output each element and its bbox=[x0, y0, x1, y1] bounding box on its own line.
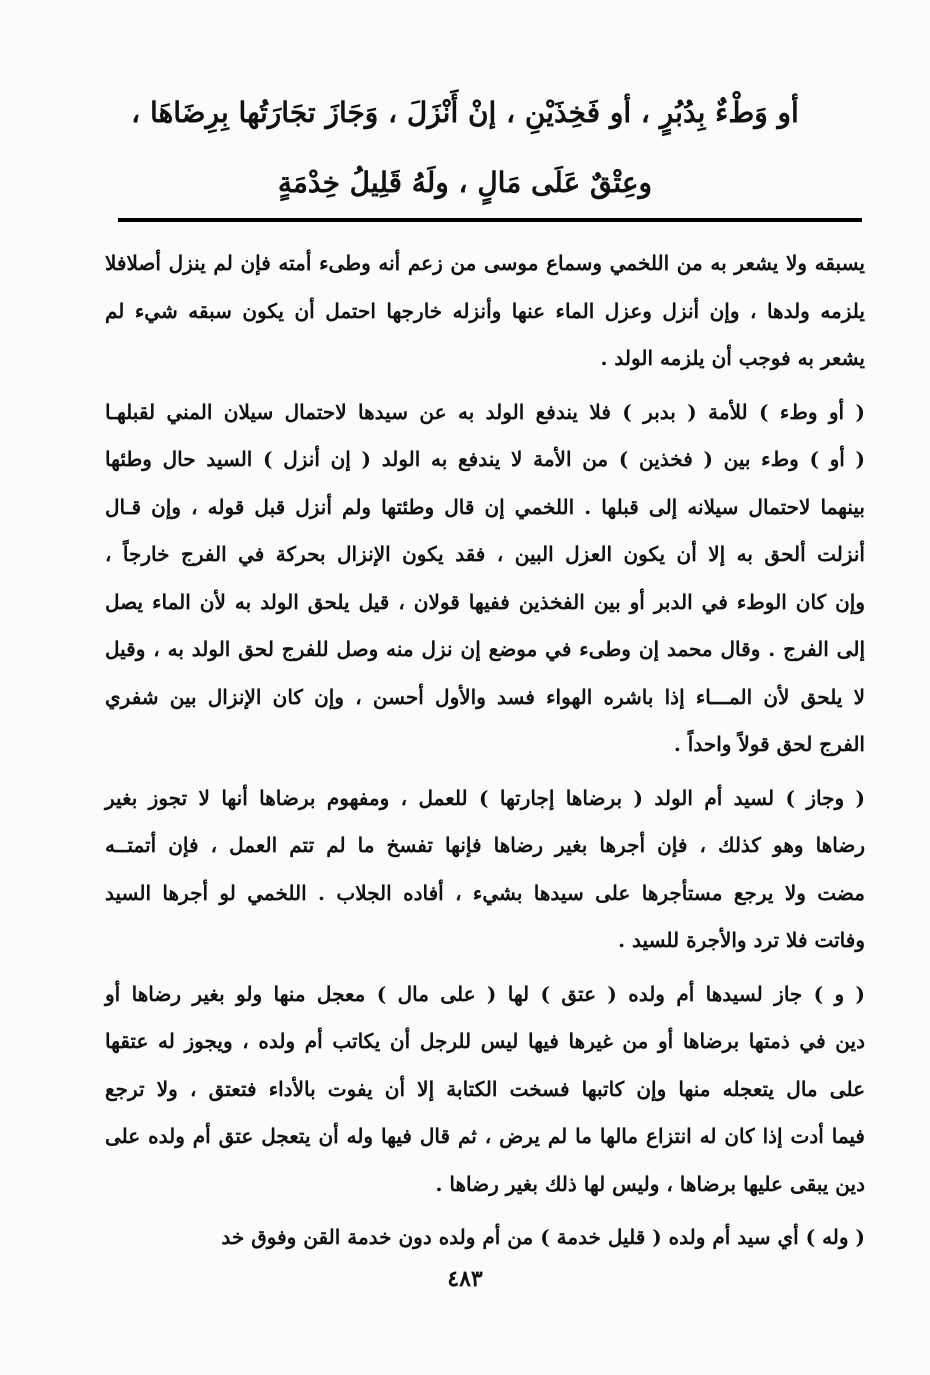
verse-line-2: وعِتْقٌ عَلَى مَالٍ ، ولَهُ قَلِيلُ خِدْمَةٍ bbox=[277, 166, 653, 199]
text-line: دين يبقى عليها برضاها ، وليس لها ذلك بغير رضاها . bbox=[435, 1171, 865, 1196]
text-line: فيما أدت إذا كان له انتزاع مالها ما لم يرض ، ثم قال فيها وله أن يتعجل عتق أم ولده على bbox=[105, 1124, 865, 1148]
text-line: ( وجاز ) لسيد أم الولد ( برضاها إجارتها ) للعمل ، ومفهوم برضاها أنها لا تجوز بغير bbox=[105, 785, 865, 810]
verse-line-1: أو وَطْءٌ بِدُبُرٍ ، أو فَخِذَيْنِ ، إنْ أَنْزَلَ ، وَجَازَ تجَارَتُها بِرِضَاهَا ، bbox=[131, 96, 799, 129]
text-line: مضت ولا يرجع مستأجرها على سيدها بشيء ، أفاده الجلاب . اللخمي لو أجرها السيد bbox=[105, 880, 865, 905]
text-line: أنزلت ألحق به إلا أن يكون العزل البين ، فقد يكون الإنزال بحركة في الفرج خارجاً ، bbox=[105, 542, 865, 566]
text-line: الفرج لحق قولاً واحداً . bbox=[673, 732, 865, 756]
text-line: وفاتت فلا ترد والأجرة للسيد . bbox=[618, 928, 865, 952]
text-line: وإن كان الوطء في الدبر أو بين الفخذين ففيها قولان ، قيل يلحق الولد به لأن الماء يصل bbox=[105, 589, 865, 614]
paragraph bbox=[105, 240, 865, 383]
text-line: ( وله ) أي سيد أم ولده ( قليل خدمة ) من أم ولده دون خدمة القن وفوق خد bbox=[221, 1225, 865, 1249]
verse-header bbox=[100, 78, 830, 218]
page-number: ٤٨٣ bbox=[447, 1266, 483, 1292]
paragraph bbox=[105, 971, 865, 1209]
text-line: يشعر به فوجب أن يلزمه الولد . bbox=[600, 346, 865, 370]
text-line: بينهما لاحتمال سيلانه إلى قبلها . اللخمي إن قال وطئتها ولم أنزل قبل قوله ، وإن قـال bbox=[105, 494, 865, 519]
header-divider bbox=[118, 218, 862, 222]
text-line: ( أو ) وطء بين ( فخذين ) من الأمة لا يندفع به الولد ( إن أنزل ) السيد حال وطئها bbox=[105, 447, 865, 471]
paragraph bbox=[105, 1214, 865, 1262]
text-line: على مال يتعجله منها وإن كاتبها فسخت الكتابة إلا أن يفوت بالأداء فتعتق ، ولا ترجع bbox=[105, 1076, 865, 1101]
text-line: يسبقه ولا يشعر به من اللخمي وسماع موسى من زعم أنه وطىء أمته فإن لم ينزل أصلافلا bbox=[105, 251, 865, 275]
text-line: يلزمه ولدها ، وإن أنزل وعزل الماء عنها وأنزله خارجها احتمل أن يكون سبقه شيء لم bbox=[105, 298, 865, 323]
text-line: إلى الفرج . وقال محمد إن وطىء في موضع إن نزل منه وصل للفرج لحق الولد به ، وقيل bbox=[105, 637, 865, 661]
text-line: دين في ذمتها برضاها أو من غيرها فيها ليس للرجل أن يكاتب أم ولده ، ويجوز له عتقها bbox=[105, 1029, 865, 1053]
text-line: لا يلحق لأن المـــاء إذا باشره الهواء فسد والأول أحسن ، وإن كان الإنزال بين شفري bbox=[105, 684, 865, 709]
commentary-text bbox=[105, 240, 865, 1262]
text-line: ( أو وطء ) للأمة ( بدبر ) فلا يندفع الولد به عن سيدها لاحتمال سيلان المني لقبلهـا bbox=[105, 399, 865, 424]
text-line: رضاها وهو كذلك ، فإن أجرها بغير رضاها فإنها تفسخ ما لم تتم العمل ، فإن أتمتــه bbox=[105, 833, 865, 857]
paragraph bbox=[105, 389, 865, 769]
paragraph bbox=[105, 775, 865, 965]
text-line: ( و ) جاز لسيدها أم ولده ( عتق ) لها ( على مال ) معجل منها ولو بغير رضاها أو bbox=[105, 981, 865, 1006]
